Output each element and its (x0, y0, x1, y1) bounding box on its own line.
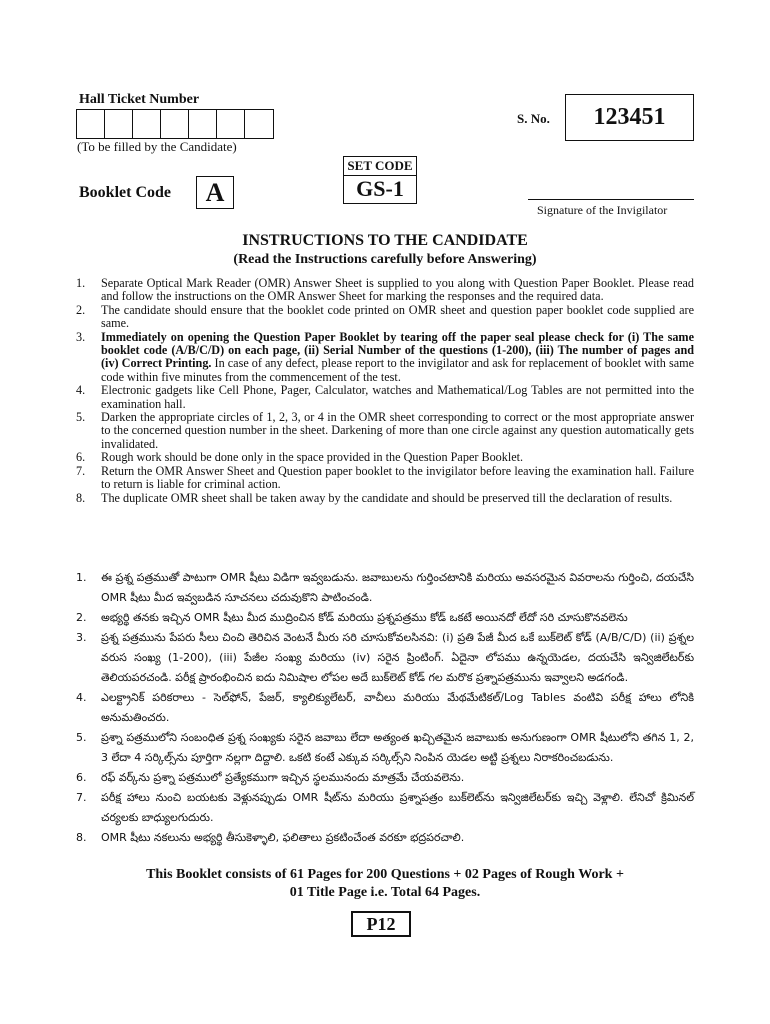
telugu-instruction-item (76, 568, 694, 608)
paper-code: P12 (351, 911, 411, 937)
instruction-number: 1. (76, 571, 87, 584)
hall-ticket-label: Hall Ticket Number (79, 92, 200, 107)
hall-ticket-digit-box[interactable] (133, 110, 161, 138)
instruction-number: 6. (76, 771, 87, 784)
booklet-code-box: A (196, 176, 234, 209)
instruction-number: 3. (76, 631, 87, 644)
instruction-number: 5. (76, 731, 87, 744)
english-instruction-item (76, 277, 694, 304)
instruction-number: 8. (76, 831, 87, 844)
telugu-instruction-item (76, 788, 694, 828)
fill-note: (To be filled by the Candidate) (77, 139, 237, 154)
telugu-instructions-list (76, 568, 694, 848)
booklet-code-label: Booklet Code (79, 184, 171, 201)
instruction-text: OMR షీటు నకలును అభ్యర్థి తీసుకెళ్ళాలి, ఫలితాలు ప్రకటించేంత వరకూ భద్రపరచాలి. (101, 831, 465, 844)
instruction-text: పరీక్ష హాలు నుంచి బయటకు వెళ్లునప్పుడు OMR షీట్‌ను మరియు ప్రశ్నాపత్రం బుక్‌లెట్‌ను ఇన్విజిలేటర్‌కు ఇచ్చి వెళ్లాలి. లేనిచో క్రిమినల్ చర్యలకు బాధ్యులగుదురు. (101, 791, 694, 824)
telugu-instruction-item (76, 768, 694, 788)
instruction-text: In case of any defect, please report to the invigilator and ask for replacement of booklet with same code within five minutes from the commencement of the test. (101, 356, 694, 384)
english-instructions-list (76, 277, 694, 505)
booklet-pages-note-line1: This Booklet consists of 61 Pages for 200 Questions + 02 Pages of Rough Work + (146, 867, 624, 882)
telugu-instruction-item (76, 628, 694, 688)
telugu-instruction-item (76, 828, 694, 848)
booklet-pages-note-line2: 01 Title Page i.e. Total 64 Pages. (289, 885, 481, 900)
instruction-text: The candidate should ensure that the booklet code printed on OMR sheet and question paper booklet code supplied are same. (101, 302, 694, 331)
instruction-number: 4. (76, 691, 87, 704)
telugu-instruction-item (76, 728, 694, 768)
instruction-number: 8. (76, 490, 86, 505)
instruction-text: Darken the appropriate circles of 1, 2, 3, or 4 in the OMR sheet corresponding to correct or the most appropriate answer to the concerned question number in the sheet. Darkening of more than one circle against any question automatically gets invalidated. (101, 410, 694, 451)
instruction-text: రఫ్ వర్క్‌ను ప్రశ్నా పత్రములో ప్రత్యేకముగా ఇచ్చిన స్థలమునందు మాత్రమే చేయవలెను. (101, 771, 465, 784)
hall-ticket-digit-box[interactable] (217, 110, 245, 138)
hall-ticket-number-boxes[interactable] (76, 109, 274, 139)
instructions-subtitle: (Read the Instructions carefully before Answering) (233, 252, 537, 267)
signature-line (528, 199, 694, 200)
serial-number-label: S. No. (517, 111, 550, 126)
telugu-instruction-item (76, 688, 694, 728)
english-instruction-item (76, 451, 694, 464)
instruction-number: 1. (76, 276, 86, 290)
hall-ticket-digit-box[interactable] (105, 110, 133, 138)
hall-ticket-digit-box[interactable] (161, 110, 189, 138)
instruction-number: 5. (76, 410, 86, 425)
instruction-text: The duplicate OMR sheet shall be taken away by the candidate and should be preserved till the declaration of results. (101, 490, 673, 505)
instruction-text: ఎలక్ట్రానిక్ పరికరాలు - సెల్‌ఫోన్, పేజర్, క్యాలిక్యులేటర్, వాచీలు మరియు మేథమేటికల్/Log Tables వంటివి పరీక్ష హాలు లోనికి అనుమతించరు. (101, 691, 694, 724)
hall-ticket-digit-box[interactable] (189, 110, 217, 138)
set-code-label: SET CODE (344, 157, 416, 176)
set-code-box (343, 156, 417, 204)
instruction-text: Rough work should be done only in the space provided in the Question Paper Booklet. (101, 450, 524, 465)
instruction-number: 2. (76, 302, 86, 317)
english-instruction-item (76, 331, 694, 385)
instruction-text: Return the OMR Answer Sheet and Question paper booklet to the invigilator before leaving the examination hall. Failure to return is liable for criminal action. (101, 463, 694, 492)
instruction-emphasis: Immediately on opening the Question Paper Booklet by tearing off the paper seal please check for (i) The same booklet code (A/B/C/D) on each page, (ii) Serial Number of the questions (1-200), (iii) The number of pages and (iv) Correct Printing. (101, 329, 694, 371)
instruction-text: ప్రశ్నా పత్రములోని సంబంధిత ప్రశ్న సంఖ్యకు సరైన జవాబు లేదా అత్యంత ఖచ్చితమైన జవాబుకు అనుగుణంగా OMR షీటులోని తగిన 1, 2, 3 లేదా 4 సర్కిల్స్‌ను పూర్తిగా నల్లగా దిద్దాలి. ఒకటి కంటే ఎక్కువ సర్కిల్స్‌ని నింపిన యెడల అట్టి ప్రశ్నలు నిరాకరించబడును. (101, 731, 694, 764)
hall-ticket-digit-box[interactable] (245, 110, 273, 138)
english-instruction-item (76, 384, 694, 411)
instruction-number: 6. (76, 450, 86, 465)
instructions-title: INSTRUCTIONS TO THE CANDIDATE (242, 232, 528, 249)
instruction-text: Electronic gadgets like Cell Phone, Pager, Calculator, watches and Mathematical/Log Tables are not permitted into the examination hall. (101, 383, 694, 411)
english-instruction-item (76, 411, 694, 451)
signature-label: Signature of the Invigilator (537, 203, 668, 217)
english-instruction-item (76, 492, 694, 505)
instruction-text: Separate Optical Mark Reader (OMR) Answer Sheet is supplied to you along with Question Paper Booklet. Please read and follow the instructions on the OMR Answer Sheet for marking the responses and the required data. (101, 276, 694, 304)
hall-ticket-digit-box[interactable] (77, 110, 105, 138)
instruction-text: ప్రశ్న పత్రమును పేపరు సీలు చించి తెరిచిన వెంటనే మీరు సరి చూసుకోవలసినవి: (i) ప్రతి పేజీ మీద ఒకే బుక్‌లెట్ కోడ్ (A/B/C/D) (ii) ప్రశ్నల వరుస సంఖ్య (1-200), (iii) పేజీల సంఖ్య మరియు (iv) సరైన ప్రింటింగ్. ఏదైనా లోపము ఉన్నయెడల, దయచేసి ఇన్విజిలేటర్‌కు తెలియపరచండి. పరీక్ష ప్రారంభించిన ఐదు నిమిషాల లోపల అదే బుక్‌లెట్ కోడ్ గల మరొక ప్రశ్నాపత్రమును ఇవ్వాలని అడగండి. (101, 631, 694, 684)
instruction-number: 4. (76, 383, 86, 398)
instruction-number: 2. (76, 611, 87, 624)
instruction-number: 3. (76, 329, 86, 344)
english-instruction-item (76, 304, 694, 331)
serial-number-box: 123451 (565, 94, 694, 141)
set-code-value: GS-1 (356, 176, 404, 201)
telugu-instruction-item (76, 608, 694, 628)
instruction-text: అభ్యర్థి తనకు ఇచ్చిన OMR షీటు మీద ముద్రించిన కోడ్ మరియు ప్రశ్నపత్రము కోడ్ ఒకటే అయినదో లేదో సరి చూసుకొనవలెను (101, 611, 628, 624)
instruction-text: ఈ ప్రశ్న పత్రముతో పాటుగా OMR షీటు విడిగా ఇవ్వబడును. జవాబులను గుర్తించటానికి మరియు అవసరమైన వివరాలను గుర్తించి, దయచేసి OMR షీటు మీద ఇవ్వబడిన సూచనలు చదువుకొని పాటించండి. (101, 571, 694, 604)
instruction-number: 7. (76, 463, 86, 478)
instruction-number: 7. (76, 791, 87, 804)
english-instruction-item (76, 465, 694, 492)
